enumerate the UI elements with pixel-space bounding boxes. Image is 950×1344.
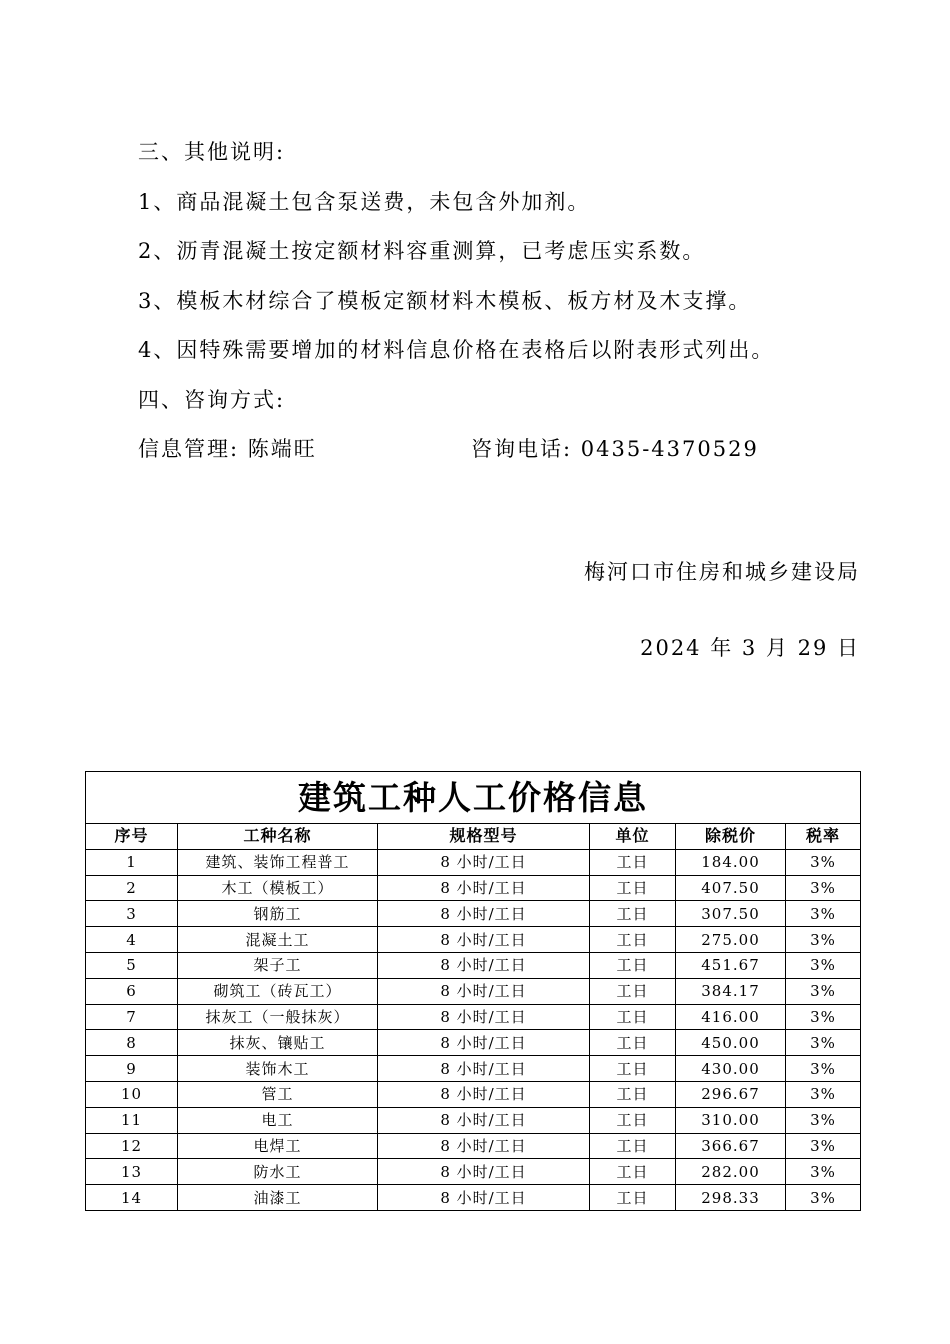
cell-index: 3	[86, 901, 178, 927]
cell-tax-rate: 3%	[786, 1159, 861, 1185]
cell-unit: 工日	[590, 1004, 676, 1030]
header-tax-rate: 税率	[786, 824, 861, 850]
cell-trade: 抹灰、镶贴工	[178, 1030, 378, 1056]
table-row	[86, 952, 861, 978]
table-row	[86, 1081, 861, 1107]
cell-unit: 工日	[590, 875, 676, 901]
cell-price: 184.00	[676, 849, 786, 875]
cell-trade: 架子工	[178, 952, 378, 978]
signature-organization: 梅河口市住房和城乡建设局	[584, 560, 860, 584]
labor-price-table	[85, 771, 861, 1211]
cell-trade: 电工	[178, 1107, 378, 1133]
cell-tax-rate: 3%	[786, 1133, 861, 1159]
cell-unit: 工日	[590, 978, 676, 1004]
table-title: 建筑工种人工价格信息	[86, 772, 861, 824]
cell-price: 451.67	[676, 952, 786, 978]
note-item-1: 1、商品混凝土包含泵送费，未包含外加剂。	[138, 189, 591, 214]
header-price: 除税价	[676, 824, 786, 850]
cell-trade: 砌筑工（砖瓦工）	[178, 978, 378, 1004]
cell-index: 12	[86, 1133, 178, 1159]
cell-price: 384.17	[676, 978, 786, 1004]
cell-unit: 工日	[590, 952, 676, 978]
cell-price: 366.67	[676, 1133, 786, 1159]
table-row	[86, 1030, 861, 1056]
cell-tax-rate: 3%	[786, 1081, 861, 1107]
cell-index: 10	[86, 1081, 178, 1107]
cell-tax-rate: 3%	[786, 1185, 861, 1211]
cell-index: 5	[86, 952, 178, 978]
cell-unit: 工日	[590, 1056, 676, 1082]
cell-price: 450.00	[676, 1030, 786, 1056]
cell-spec: 8 小时/工日	[378, 978, 590, 1004]
cell-spec: 8 小时/工日	[378, 1185, 590, 1211]
cell-unit: 工日	[590, 901, 676, 927]
table-row	[86, 1185, 861, 1211]
cell-trade: 管工	[178, 1081, 378, 1107]
cell-unit: 工日	[590, 1030, 676, 1056]
cell-trade: 混凝土工	[178, 927, 378, 953]
cell-trade: 装饰木工	[178, 1056, 378, 1082]
info-manager: 信息管理: 陈端旺	[138, 437, 317, 461]
cell-trade: 防水工	[178, 1159, 378, 1185]
cell-spec: 8 小时/工日	[378, 1004, 590, 1030]
cell-trade: 抹灰工（一般抹灰）	[178, 1004, 378, 1030]
cell-spec: 8 小时/工日	[378, 927, 590, 953]
cell-index: 2	[86, 875, 178, 901]
cell-spec: 8 小时/工日	[378, 952, 590, 978]
cell-tax-rate: 3%	[786, 1004, 861, 1030]
cell-index: 13	[86, 1159, 178, 1185]
cell-price: 275.00	[676, 927, 786, 953]
consult-phone: 咨询电话: 0435-4370529	[471, 437, 759, 461]
cell-unit: 工日	[590, 1159, 676, 1185]
cell-trade: 电焊工	[178, 1133, 378, 1159]
cell-price: 296.67	[676, 1081, 786, 1107]
cell-tax-rate: 3%	[786, 978, 861, 1004]
notes-section	[138, 133, 878, 480]
cell-index: 1	[86, 849, 178, 875]
cell-index: 4	[86, 927, 178, 953]
cell-trade: 建筑、装饰工程普工	[178, 849, 378, 875]
cell-price: 310.00	[676, 1107, 786, 1133]
cell-price: 282.00	[676, 1159, 786, 1185]
table-row	[86, 849, 861, 875]
cell-spec: 8 小时/工日	[378, 901, 590, 927]
table-header-row	[86, 824, 861, 850]
table-row	[86, 1056, 861, 1082]
contact-line	[138, 430, 878, 480]
cell-tax-rate: 3%	[786, 952, 861, 978]
cell-unit: 工日	[590, 849, 676, 875]
cell-price: 416.00	[676, 1004, 786, 1030]
cell-unit: 工日	[590, 1185, 676, 1211]
cell-trade: 钢筋工	[178, 901, 378, 927]
cell-index: 8	[86, 1030, 178, 1056]
cell-index: 7	[86, 1004, 178, 1030]
cell-index: 6	[86, 978, 178, 1004]
table-row	[86, 1159, 861, 1185]
cell-trade: 油漆工	[178, 1185, 378, 1211]
header-trade: 工种名称	[178, 824, 378, 850]
cell-spec: 8 小时/工日	[378, 875, 590, 901]
table-row	[86, 875, 861, 901]
header-index: 序号	[86, 824, 178, 850]
cell-tax-rate: 3%	[786, 1107, 861, 1133]
table-row	[86, 1133, 861, 1159]
cell-tax-rate: 3%	[786, 875, 861, 901]
cell-price: 307.50	[676, 901, 786, 927]
header-spec: 规格型号	[378, 824, 590, 850]
table-row	[86, 978, 861, 1004]
cell-index: 9	[86, 1056, 178, 1082]
cell-tax-rate: 3%	[786, 901, 861, 927]
table-body	[86, 849, 861, 1210]
cell-spec: 8 小时/工日	[378, 1159, 590, 1185]
cell-tax-rate: 3%	[786, 1056, 861, 1082]
note-item-4: 4、因特殊需要增加的材料信息价格在表格后以附表形式列出。	[138, 338, 775, 362]
cell-unit: 工日	[590, 927, 676, 953]
cell-tax-rate: 3%	[786, 1030, 861, 1056]
cell-price: 298.33	[676, 1185, 786, 1211]
header-unit: 单位	[590, 824, 676, 850]
cell-unit: 工日	[590, 1107, 676, 1133]
cell-price: 430.00	[676, 1056, 786, 1082]
table-row	[86, 1004, 861, 1030]
cell-index: 14	[86, 1185, 178, 1211]
cell-spec: 8 小时/工日	[378, 849, 590, 875]
cell-spec: 8 小时/工日	[378, 1056, 590, 1082]
note-item-2: 2、沥青混凝土按定额材料容重测算，已考虑压实系数。	[138, 239, 706, 263]
cell-spec: 8 小时/工日	[378, 1107, 590, 1133]
section4-title: 四、咨询方式:	[138, 387, 286, 412]
cell-spec: 8 小时/工日	[378, 1030, 590, 1056]
note-item-3: 3、模板木材综合了模板定额材料木模板、板方材及木支撑。	[138, 288, 752, 313]
cell-tax-rate: 3%	[786, 849, 861, 875]
section3-title: 三、其他说明:	[138, 140, 286, 164]
cell-unit: 工日	[590, 1133, 676, 1159]
table-row	[86, 1107, 861, 1133]
cell-tax-rate: 3%	[786, 927, 861, 953]
cell-spec: 8 小时/工日	[378, 1081, 590, 1107]
table-row	[86, 901, 861, 927]
cell-price: 407.50	[676, 875, 786, 901]
cell-unit: 工日	[590, 1081, 676, 1107]
cell-spec: 8 小时/工日	[378, 1133, 590, 1159]
signature-date: 2024 年 3 月 29 日	[640, 636, 860, 660]
table-row	[86, 927, 861, 953]
cell-trade: 木工（模板工）	[178, 875, 378, 901]
cell-index: 11	[86, 1107, 178, 1133]
